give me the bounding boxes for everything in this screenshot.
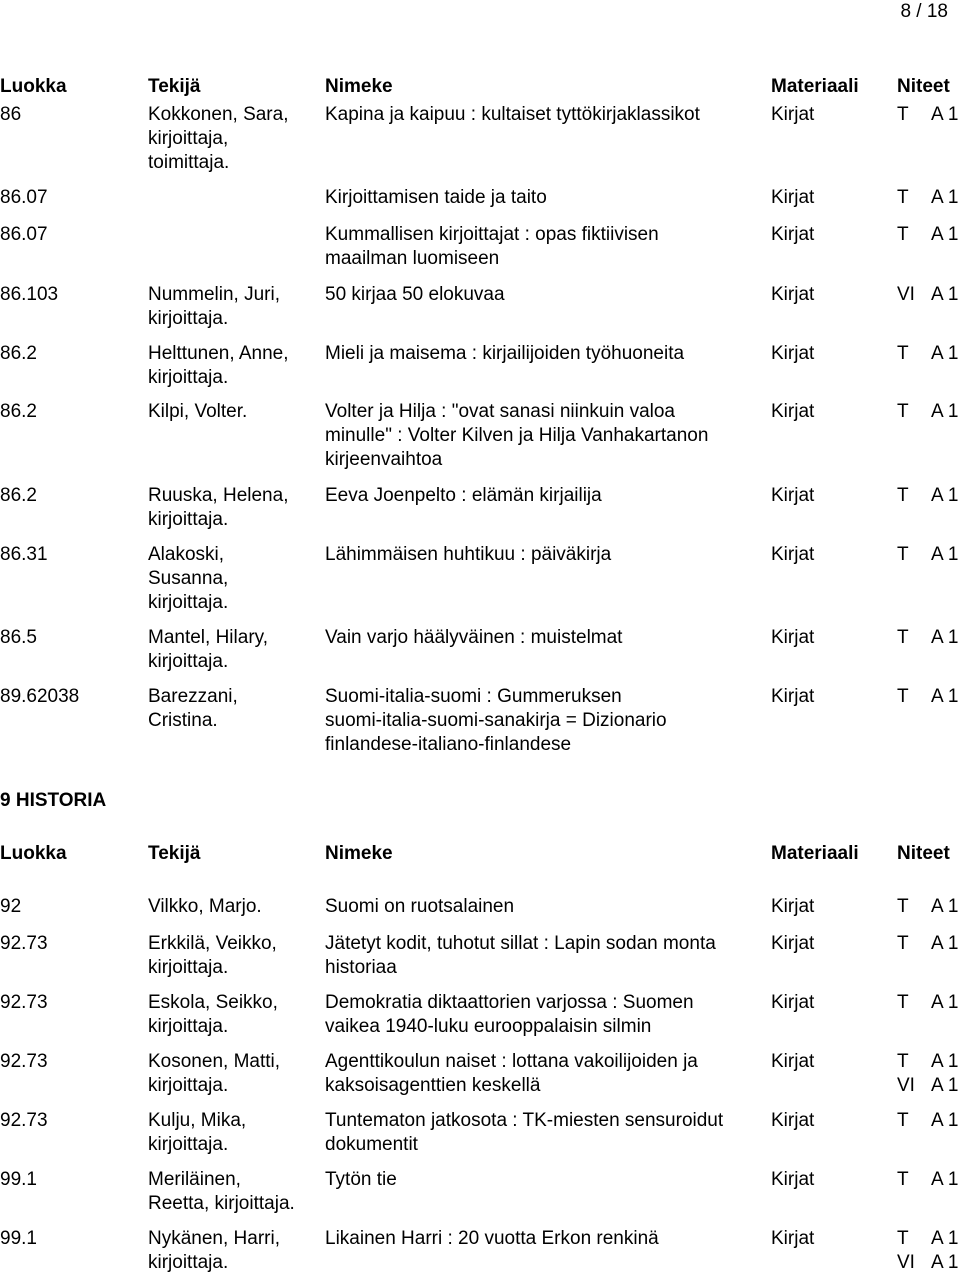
cell-tekija: kirjoittaja.: [148, 1252, 229, 1273]
table-row-continuation: [0, 366, 960, 390]
table-row-continuation: [0, 508, 960, 532]
cell-nide-type: T: [897, 485, 909, 506]
table-row-continuation: [0, 733, 960, 757]
table-row: [0, 1050, 960, 1074]
cell-materiaali: Kirjat: [771, 284, 815, 305]
header-materiaali: Materiaali: [771, 843, 859, 864]
cell-nide-type: T: [897, 544, 909, 565]
header-nimeke: Nimeke: [325, 843, 393, 864]
cell-nimeke: suomi-italia-suomi-sanakirja = Dizionario: [325, 710, 667, 731]
table-row: [0, 932, 960, 956]
cell-nimeke: Demokratia diktaattorien varjossa : Suomen: [325, 992, 694, 1013]
table-row: [0, 342, 960, 366]
cell-materiaali: Kirjat: [771, 1228, 815, 1249]
table-row: [0, 283, 960, 307]
cell-nimeke: minulle" : Volter Kilven ja Hilja Vanhakartanon: [325, 425, 709, 446]
cell-tekija: kirjoittaja.: [148, 1075, 229, 1096]
table-row: [0, 103, 960, 127]
table-row-continuation: [0, 1015, 960, 1039]
cell-nimeke: Tytön tie: [325, 1169, 397, 1190]
cell-tekija: kirjoittaja.: [148, 592, 229, 613]
cell-nimeke: kirjeenvaihtoa: [325, 449, 443, 470]
table-row: [0, 484, 960, 508]
cell-nimeke: Likainen Harri : 20 vuotta Erkon renkinä: [325, 1228, 659, 1249]
table-row-continuation: [0, 247, 960, 271]
cell-nide-type: VI: [897, 284, 915, 305]
cell-materiaali: Kirjat: [771, 933, 815, 954]
cell-tekija: kirjoittaja.: [148, 367, 229, 388]
cell-tekija: kirjoittaja.: [148, 509, 229, 530]
cell-nide-type: T: [897, 187, 909, 208]
cell-nide-type: T: [897, 627, 909, 648]
table-row: [0, 223, 960, 247]
cell-nimeke: finlandese-italiano-finlandese: [325, 734, 572, 755]
table-row-continuation: [0, 127, 960, 151]
cell-nimeke: dokumentit: [325, 1134, 418, 1155]
cell-tekija: kirjoittaja.: [148, 1134, 229, 1155]
cell-tekija: Kulju, Mika,: [148, 1110, 247, 1131]
table-row-continuation: [0, 1192, 960, 1216]
table-row-continuation: [0, 151, 960, 175]
cell-materiaali: Kirjat: [771, 1051, 815, 1072]
cell-luokka: 89.62038: [0, 686, 80, 707]
cell-luokka: 86.31: [0, 544, 48, 565]
header-materiaali: Materiaali: [771, 76, 859, 97]
table-row: [0, 186, 960, 210]
page-number: 8 / 18: [900, 1, 948, 22]
cell-nimeke: Suomi-italia-suomi : Gummeruksen: [325, 686, 622, 707]
header-nimeke: Nimeke: [325, 76, 393, 97]
cell-nimeke: Kapina ja kaipuu : kultaiset tyttökirjaklassikot: [325, 104, 700, 125]
header-tekija: Tekijä: [148, 76, 201, 97]
cell-luokka: 86.07: [0, 187, 48, 208]
cell-nide-location: A 1: [931, 992, 959, 1013]
cell-nimeke: Lähimmäisen huhtikuu : päiväkirja: [325, 544, 612, 565]
cell-materiaali: Kirjat: [771, 992, 815, 1013]
cell-materiaali: Kirjat: [771, 224, 815, 245]
cell-nide-type: VI: [897, 1075, 915, 1096]
cell-tekija: Nykänen, Harri,: [148, 1228, 280, 1249]
cell-nide-location: A 1: [931, 1075, 959, 1096]
cell-tekija: toimittaja.: [148, 152, 230, 173]
table-row-continuation: [0, 956, 960, 980]
table-row-continuation: [0, 424, 960, 448]
cell-nide-type: T: [897, 401, 909, 422]
cell-luokka: 99.1: [0, 1169, 37, 1190]
cell-tekija: kirjoittaja.: [148, 957, 229, 978]
table-row-continuation: [0, 1074, 960, 1098]
cell-nimeke: Eeva Joenpelto : elämän kirjailija: [325, 485, 602, 506]
cell-materiaali: Kirjat: [771, 627, 815, 648]
cell-materiaali: Kirjat: [771, 896, 815, 917]
cell-nide-location: A 1: [931, 485, 959, 506]
header-niteet: Niteet: [897, 76, 950, 97]
table-row: [0, 991, 960, 1015]
table-row-continuation: [0, 1251, 960, 1275]
cell-nimeke: kaksoisagenttien keskellä: [325, 1075, 541, 1096]
cell-tekija: Kokkonen, Sara,: [148, 104, 289, 125]
cell-materiaali: Kirjat: [771, 343, 815, 364]
cell-nide-type: T: [897, 104, 909, 125]
cell-materiaali: Kirjat: [771, 187, 815, 208]
table-row: [0, 1109, 960, 1133]
cell-nide-type: T: [897, 933, 909, 954]
cell-nimeke: Vain varjo häälyväinen : muistelmat: [325, 627, 623, 648]
table-row: [0, 685, 960, 709]
cell-nide-type: T: [897, 343, 909, 364]
cell-tekija: kirjoittaja.: [148, 651, 229, 672]
cell-nide-location: A 1: [931, 401, 959, 422]
cell-luokka: 86.2: [0, 343, 37, 364]
cell-nide-location: A 1: [931, 104, 959, 125]
table-row: [0, 626, 960, 650]
cell-luokka: 86.2: [0, 485, 37, 506]
cell-nide-location: A 1: [931, 187, 959, 208]
cell-tekija: kirjoittaja,: [148, 128, 229, 149]
cell-nide-type: T: [897, 1169, 909, 1190]
cell-luokka: 86: [0, 104, 22, 125]
cell-nide-location: A 1: [931, 627, 959, 648]
header-luokka: Luokka: [0, 76, 67, 97]
table-row-continuation: [0, 591, 960, 615]
cell-tekija: Susanna,: [148, 568, 229, 589]
cell-nide-location: A 1: [931, 933, 959, 954]
header-tekija: Tekijä: [148, 843, 201, 864]
cell-nide-type: T: [897, 992, 909, 1013]
cell-tekija: Helttunen, Anne,: [148, 343, 289, 364]
cell-tekija: Reetta, kirjoittaja.: [148, 1193, 295, 1214]
cell-luokka: 86.07: [0, 224, 48, 245]
table-header: [0, 75, 960, 99]
cell-nide-location: A 1: [931, 1228, 959, 1249]
header-niteet: Niteet: [897, 843, 950, 864]
cell-nimeke: Jätetyt kodit, tuhotut sillat : Lapin sodan monta: [325, 933, 716, 954]
cell-tekija: Cristina.: [148, 710, 218, 731]
cell-nimeke: Kirjoittamisen taide ja taito: [325, 187, 547, 208]
cell-nide-location: A 1: [931, 896, 959, 917]
cell-materiaali: Kirjat: [771, 485, 815, 506]
cell-luokka: 92.73: [0, 1110, 48, 1131]
table-row: [0, 543, 960, 567]
cell-tekija: Kosonen, Matti,: [148, 1051, 281, 1072]
cell-nide-location: A 1: [931, 1252, 959, 1273]
table-row-continuation: [0, 448, 960, 472]
table-row: [0, 1168, 960, 1192]
cell-tekija: Barezzani,: [148, 686, 238, 707]
table-row-continuation: [0, 1133, 960, 1157]
table-header: [0, 842, 960, 866]
cell-tekija: Ruuska, Helena,: [148, 485, 289, 506]
cell-nide-type: T: [897, 1110, 909, 1131]
cell-tekija: Alakoski,: [148, 544, 225, 565]
cell-nide-type: T: [897, 1051, 909, 1072]
cell-tekija: Eskola, Seikko,: [148, 992, 278, 1013]
cell-tekija: Kilpi, Volter.: [148, 401, 248, 422]
cell-luokka: 86.103: [0, 284, 59, 305]
cell-materiaali: Kirjat: [771, 1169, 815, 1190]
cell-nimeke: Volter ja Hilja : "ovat sanasi niinkuin valoa: [325, 401, 675, 422]
cell-luokka: 86.2: [0, 401, 37, 422]
cell-nide-location: A 1: [931, 544, 959, 565]
cell-nimeke: Mieli ja maisema : kirjailijoiden työhuoneita: [325, 343, 685, 364]
header-luokka: Luokka: [0, 843, 67, 864]
cell-nide-location: A 1: [931, 284, 959, 305]
cell-nide-location: A 1: [931, 343, 959, 364]
cell-nide-type: VI: [897, 1252, 915, 1273]
cell-materiaali: Kirjat: [771, 686, 815, 707]
cell-luokka: 92.73: [0, 933, 48, 954]
cell-nimeke: vaikea 1940-luku eurooppalaisin silmin: [325, 1016, 652, 1037]
cell-nide-type: T: [897, 224, 909, 245]
cell-tekija: Vilkko, Marjo.: [148, 896, 262, 917]
cell-tekija: Nummelin, Juri,: [148, 284, 280, 305]
table-row: [0, 895, 960, 919]
cell-luokka: 86.5: [0, 627, 37, 648]
cell-nide-location: A 1: [931, 1051, 959, 1072]
cell-nimeke: 50 kirjaa 50 elokuvaa: [325, 284, 505, 305]
cell-nide-location: A 1: [931, 686, 959, 707]
table-row-continuation: [0, 567, 960, 591]
cell-materiaali: Kirjat: [771, 401, 815, 422]
cell-materiaali: Kirjat: [771, 544, 815, 565]
cell-tekija: Meriläinen,: [148, 1169, 241, 1190]
cell-tekija: Erkkilä, Veikko,: [148, 933, 277, 954]
cell-tekija: Mantel, Hilary,: [148, 627, 269, 648]
cell-nimeke: historiaa: [325, 957, 397, 978]
cell-nimeke: Kummallisen kirjoittajat : opas fiktiivisen: [325, 224, 659, 245]
cell-tekija: kirjoittaja.: [148, 1016, 229, 1037]
cell-materiaali: Kirjat: [771, 1110, 815, 1131]
cell-nide-type: T: [897, 1228, 909, 1249]
table-row-continuation: [0, 709, 960, 733]
cell-materiaali: Kirjat: [771, 104, 815, 125]
cell-nimeke: Suomi on ruotsalainen: [325, 896, 515, 917]
table-row: [0, 400, 960, 424]
cell-nide-location: A 1: [931, 224, 959, 245]
cell-nimeke: maailman luomiseen: [325, 248, 500, 269]
cell-tekija: kirjoittaja.: [148, 308, 229, 329]
cell-nimeke: Tuntematon jatkosota : TK-miesten sensuroidut: [325, 1110, 724, 1131]
cell-luokka: 92.73: [0, 992, 48, 1013]
cell-nide-location: A 1: [931, 1110, 959, 1131]
section-title: 9 HISTORIA: [0, 790, 107, 811]
table-row-continuation: [0, 307, 960, 331]
cell-nimeke: Agenttikoulun naiset : lottana vakoilijoiden ja: [325, 1051, 698, 1072]
cell-nide-type: T: [897, 896, 909, 917]
cell-nide-type: T: [897, 686, 909, 707]
cell-nide-location: A 1: [931, 1169, 959, 1190]
cell-luokka: 99.1: [0, 1228, 37, 1249]
cell-luokka: 92.73: [0, 1051, 48, 1072]
cell-luokka: 92: [0, 896, 22, 917]
table-row-continuation: [0, 650, 960, 674]
table-row: [0, 1227, 960, 1251]
